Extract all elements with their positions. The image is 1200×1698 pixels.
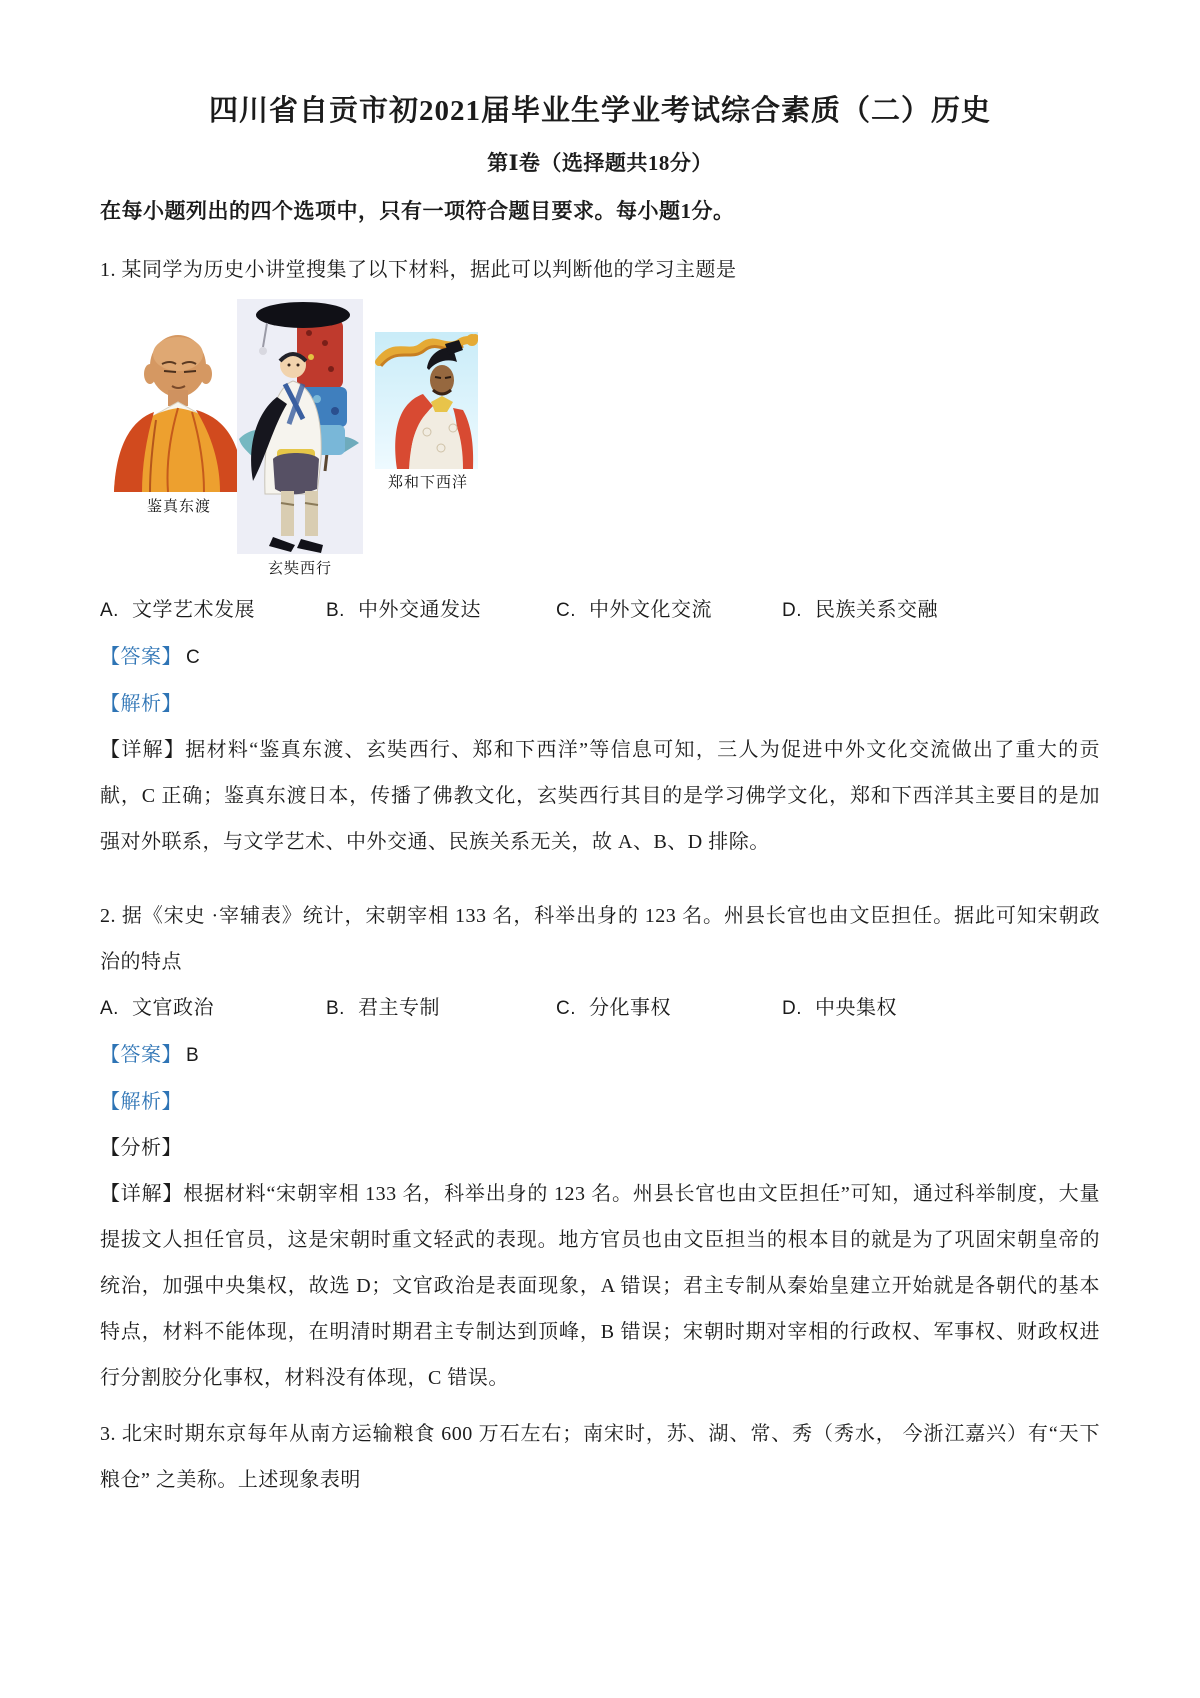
jianzhen-monk-icon: [108, 324, 250, 492]
answer-value: C: [186, 647, 201, 668]
question-number: 3.: [100, 1423, 116, 1445]
question-stem: 1. 某同学为历史小讲堂搜集了以下材料，据此可以判断他的学习主题是: [100, 259, 737, 281]
option-c: C. 分化事权: [556, 997, 671, 1019]
question-1: [100, 247, 1100, 865]
analysis-label: 【解析】: [100, 1091, 182, 1113]
question-number: 1.: [100, 259, 116, 281]
question-stem: 2. 据《宋史 ·宰辅表》统计，宋朝宰相 133 名，科举出身的 123 名。州县长官也由文臣担任。据此可知宋朝政治的特点: [100, 905, 1100, 973]
answer-value: B: [186, 1045, 200, 1066]
figure-caption: 玄奘西行: [267, 561, 332, 577]
options-row: [100, 587, 1100, 634]
answer-label: 【答案】: [100, 1044, 182, 1066]
question-2: [100, 893, 1100, 1401]
answer-line: [100, 1032, 1100, 1079]
question-3: [100, 1411, 1100, 1503]
section-header: 第Ⅰ卷（选择题共18分）: [487, 151, 713, 175]
figure-area: [100, 299, 1100, 577]
detail-paragraph: 【详解】据材料“鉴真东渡、玄奘西行、郑和下西洋”等信息可知，三人为促进中外文化交流做出了重大的贡献，C 正确；鉴真东渡日本，传播了佛教文化，玄奘西行其目的是学习佛学文化，郑和下西洋其主要目的是加强对外联系，与文学艺术、中外交通、民族关系无关，故 A、B、D 排除。: [100, 739, 1100, 853]
exam-instructions: 在每小题列出的四个选项中，只有一项符合题目要求。每小题1分。: [100, 199, 735, 223]
figure-caption: 郑和下西洋: [387, 475, 468, 491]
option-b: B. 君主专制: [326, 997, 440, 1019]
options-row: [100, 985, 1100, 1032]
option-d: D. 中央集权: [782, 997, 897, 1019]
option-c: C. 中外文化交流: [556, 599, 712, 621]
figure-caption: 鉴真东渡: [146, 499, 211, 515]
jianzhen-figure: [108, 324, 250, 492]
xuanzang-figure: [237, 299, 363, 554]
option-b: B. 中外交通发达: [326, 599, 481, 621]
option-d: D. 民族关系交融: [782, 599, 938, 621]
question-number: 2.: [100, 905, 116, 927]
analysis-label: 【解析】: [100, 693, 182, 715]
question-stem: 3. 北宋时期东京每年从南方运输粮食 600 万石左右；南宋时，苏、湖、常、秀（秀水， 今浙江嘉兴）有“天下粮仓” 之美称。上述现象表明: [100, 1423, 1100, 1491]
option-a: A. 文官政治: [100, 997, 214, 1019]
option-a: A. 文学艺术发展: [100, 599, 255, 621]
detail-label: 【详解】: [100, 739, 186, 761]
fenxi-label: 【分析】: [100, 1137, 182, 1159]
page-title: 四川省自贡市初2021届毕业生学业考试综合素质（二）历史: [208, 95, 991, 127]
answer-label: 【答案】: [100, 646, 182, 668]
answer-line: [100, 634, 1100, 681]
zhenghe-figure: [375, 332, 478, 469]
detail-paragraph: 【详解】根据材料“宋朝宰相 133 名，科举出身的 123 名。州县长官也由文臣担任”可知，通过科举制度，大量提拔文人担任官员，这是宋朝时重文轻武的表现。地方官员也由文臣担当的根本目的就是为了巩固宋朝皇帝的统治，加强中央集权，故选 D；文官政治是表面现象，A 错误；君主专制从秦始皇建立开始就是各朝代的基本特点，材料不能体现，在明清时期君主专制达到顶峰，B 错误；宋朝时期对宰相的行政权、军事权、财政权进行分割胶分化事权，材料没有体现，C 错误。: [100, 1183, 1100, 1389]
detail-label: 【详解】: [100, 1183, 184, 1205]
zhenghe-admiral-icon: [375, 332, 478, 469]
xuanzang-pilgrim-icon: [237, 299, 363, 554]
